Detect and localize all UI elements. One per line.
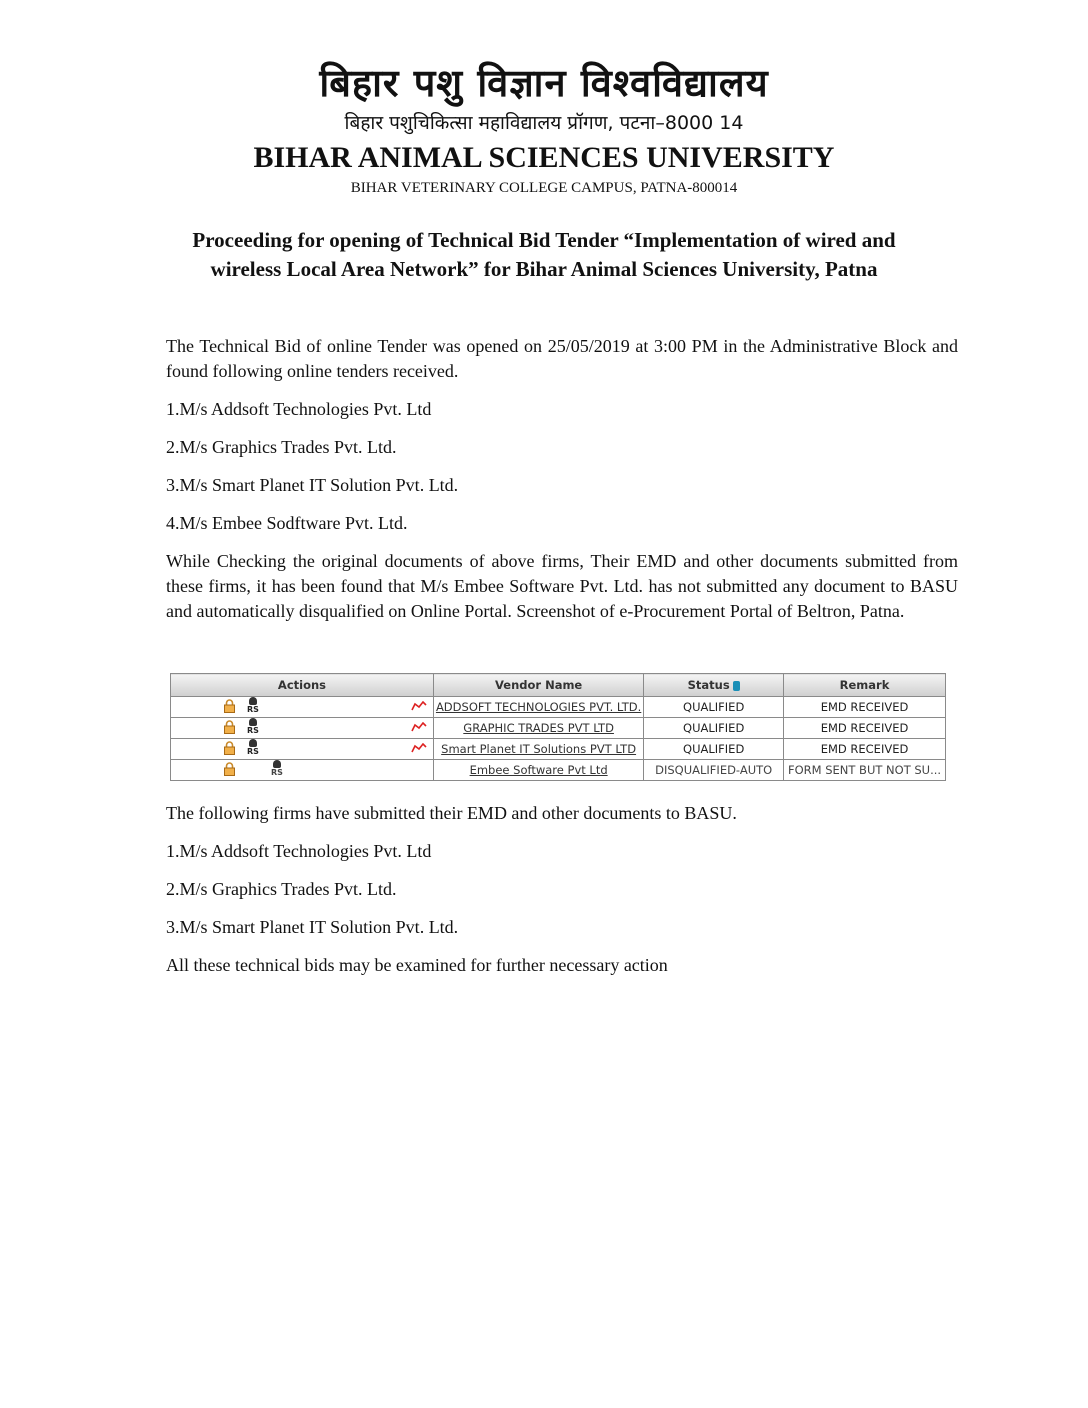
portal-screenshot-table <box>170 673 946 781</box>
flag-icon[interactable] <box>411 743 427 753</box>
remark-cell: EMD RECEIVED <box>784 718 946 739</box>
flag-icon[interactable] <box>411 701 427 711</box>
vendor-link[interactable]: Embee Software Pvt Ltd <box>469 763 608 777</box>
vendor-header: Vendor Name <box>433 674 643 697</box>
vendor-link[interactable]: GRAPHIC TRADES PVT LTD <box>463 721 614 735</box>
rs-user-icon[interactable]: RS <box>247 739 259 756</box>
intro-paragraph: The Technical Bid of online Tender was opened on 25/05/2019 at 3:00 PM in the Administrative Block and found following online tenders received. <box>166 336 958 381</box>
hindi-university-name: बिहार पशु विज्ञान विश्वविद्यालय <box>319 61 769 105</box>
document-body-continued <box>166 801 958 978</box>
lock-icon[interactable] <box>224 720 235 734</box>
table-row <box>171 718 946 739</box>
status-cell: DISQUALIFIED-AUTO <box>644 760 784 781</box>
status-cell: QUALIFIED <box>644 739 784 760</box>
rs-user-icon[interactable]: RS <box>247 718 259 735</box>
following-paragraph: The following firms have submitted their EMD and other documents to BASU. <box>166 803 737 823</box>
vendor-link[interactable]: Smart Planet IT Solutions PVT LTD <box>441 742 637 756</box>
vendor-cell[interactable] <box>433 718 643 739</box>
table-row <box>171 739 946 760</box>
hindi-campus-address: बिहार पशुचिकित्सा महाविद्यालय प्रॉगण, पटना–8000 14 <box>344 112 744 134</box>
rs-user-icon[interactable]: RS <box>247 697 259 714</box>
status-cell: QUALIFIED <box>644 718 784 739</box>
campus-address: BIHAR VETERINARY COLLEGE CAMPUS, PATNA-800014 <box>350 180 738 196</box>
submitted-firm-1: 1.M/s Addsoft Technologies Pvt. Ltd <box>166 841 432 861</box>
lock-icon[interactable] <box>224 741 235 755</box>
actions-cell <box>171 718 434 739</box>
status-header[interactable]: Status <box>644 674 784 697</box>
received-firm-3: 3.M/s Smart Planet IT Solution Pvt. Ltd. <box>166 475 459 495</box>
flag-icon[interactable] <box>411 722 427 732</box>
submitted-firm-3: 3.M/s Smart Planet IT Solution Pvt. Ltd. <box>166 917 459 937</box>
proceeding-title-line1: Proceeding for opening of Technical Bid Tender “Implementation of wired and <box>192 228 896 252</box>
vendor-cell[interactable] <box>433 697 643 718</box>
received-firm-2: 2.M/s Graphics Trades Pvt. Ltd. <box>166 437 397 457</box>
remark-cell[interactable]: FORM SENT BUT NOT SU... <box>784 760 946 781</box>
lock-icon[interactable] <box>224 699 235 713</box>
received-firm-1: 1.M/s Addsoft Technologies Pvt. Ltd <box>166 399 432 419</box>
closing-paragraph: All these technical bids may be examined for further necessary action <box>166 955 668 975</box>
status-cell: QUALIFIED <box>644 697 784 718</box>
checking-paragraph: While Checking the original documents of above firms, Their EMD and other documents submitted from these firms, it has been found that M/s Embee Software Pvt. Ltd. has not submitted any document to BASU and automatically disqualified on Online Portal. Screenshot of e-Procurement Portal of Beltron, Patna. <box>166 551 958 621</box>
submitted-firm-2: 2.M/s Graphics Trades Pvt. Ltd. <box>166 879 397 899</box>
document-body <box>166 334 958 624</box>
actions-cell <box>171 760 434 781</box>
proceeding-title <box>120 226 968 284</box>
vendor-cell[interactable] <box>433 739 643 760</box>
proceeding-title-line2: wireless Local Area Network” for Bihar Animal Sciences University, Patna <box>210 257 878 281</box>
university-name: BIHAR ANIMAL SCIENCES UNIVERSITY <box>253 141 835 174</box>
received-firm-4: 4.M/s Embee Sodftware Pvt. Ltd. <box>166 513 408 533</box>
table-row <box>171 760 946 781</box>
actions-cell <box>171 739 434 760</box>
lock-icon[interactable] <box>224 762 235 776</box>
remark-cell: EMD RECEIVED <box>784 739 946 760</box>
remark-cell: EMD RECEIVED <box>784 697 946 718</box>
sort-icon[interactable] <box>733 681 740 691</box>
table-row <box>171 697 946 718</box>
vendor-cell[interactable] <box>433 760 643 781</box>
table-header-row <box>171 674 946 697</box>
remark-header: Remark <box>784 674 946 697</box>
letterhead <box>0 58 1088 198</box>
actions-cell <box>171 697 434 718</box>
actions-header: Actions <box>171 674 434 697</box>
rs-user-icon[interactable]: RS <box>271 760 283 777</box>
vendor-link[interactable]: ADDSOFT TECHNOLOGIES PVT. LTD. <box>435 700 642 714</box>
